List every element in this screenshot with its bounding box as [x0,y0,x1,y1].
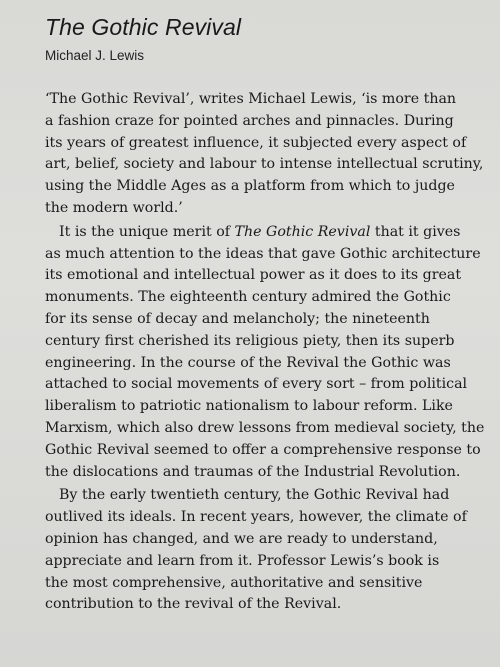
text-line: as much attention to the ideas that gave Gothic architecture [45,245,481,262]
text-line: for its sense of decay and melancholy; the nineteenth [45,310,430,327]
paragraph-2 [45,222,485,484]
text-line: the most comprehensive, authoritative and sensitive [45,574,423,591]
text-line: liberalism to patriotic nationalism to labour reform. Like [45,398,453,415]
text-line: outlived its ideals. In recent years, however, the climate of [45,509,467,526]
text-line: ‘The Gothic Revival’, writes Michael Lewis, ‘is more than [45,91,457,107]
text-line: engineering. In the course of the Revival the Gothic was [45,354,451,371]
book-author: Michael J. Lewis [45,48,145,63]
text-line: attached to social movements of every sort – from political [45,376,468,393]
text-line: opinion has changed, and we are ready to understand, [45,530,438,547]
text-line: a fashion craze for pointed arches and pinnacles. During [45,112,454,129]
blurb-text [45,89,485,616]
text-line: century first cherished its religious piety, then its superb [45,332,455,349]
paragraph-1 [45,89,484,220]
text-run: that it gives [370,223,461,240]
text-line [45,222,475,244]
text-line: the dislocations and traumas of the Industrial Revolution. [45,463,461,480]
text-line: its years of greatest influence, it subjected every aspect of [45,134,467,151]
text-line: using the Middle Ages as a platform from which to judge [45,178,455,195]
text-line: monuments. The eighteenth century admired the Gothic [45,289,451,306]
text-line: Marxism, which also drew lessons from medieval society, the [45,419,485,436]
text-line: Gothic Revival seemed to offer a comprehensive response to [45,441,481,458]
text-line: art, belief, society and labour to intense intellectual scrutiny, [45,156,484,173]
book-title-italic: The Gothic Revival [234,223,371,240]
text-line: contribution to the revival of the Revival. [45,596,342,613]
text-line: appreciate and learn from it. Professor Lewis’s book is [45,552,440,569]
text-run: It is the unique merit of [59,223,235,240]
text-line: its emotional and intellectual power as it does to its great [45,267,462,284]
book-title: The Gothic Revival [45,14,242,40]
text-line: the modern world.’ [45,199,183,216]
text-line: By the early twentieth century, the Gothic Revival had [59,487,450,504]
paragraph-3 [45,485,475,616]
